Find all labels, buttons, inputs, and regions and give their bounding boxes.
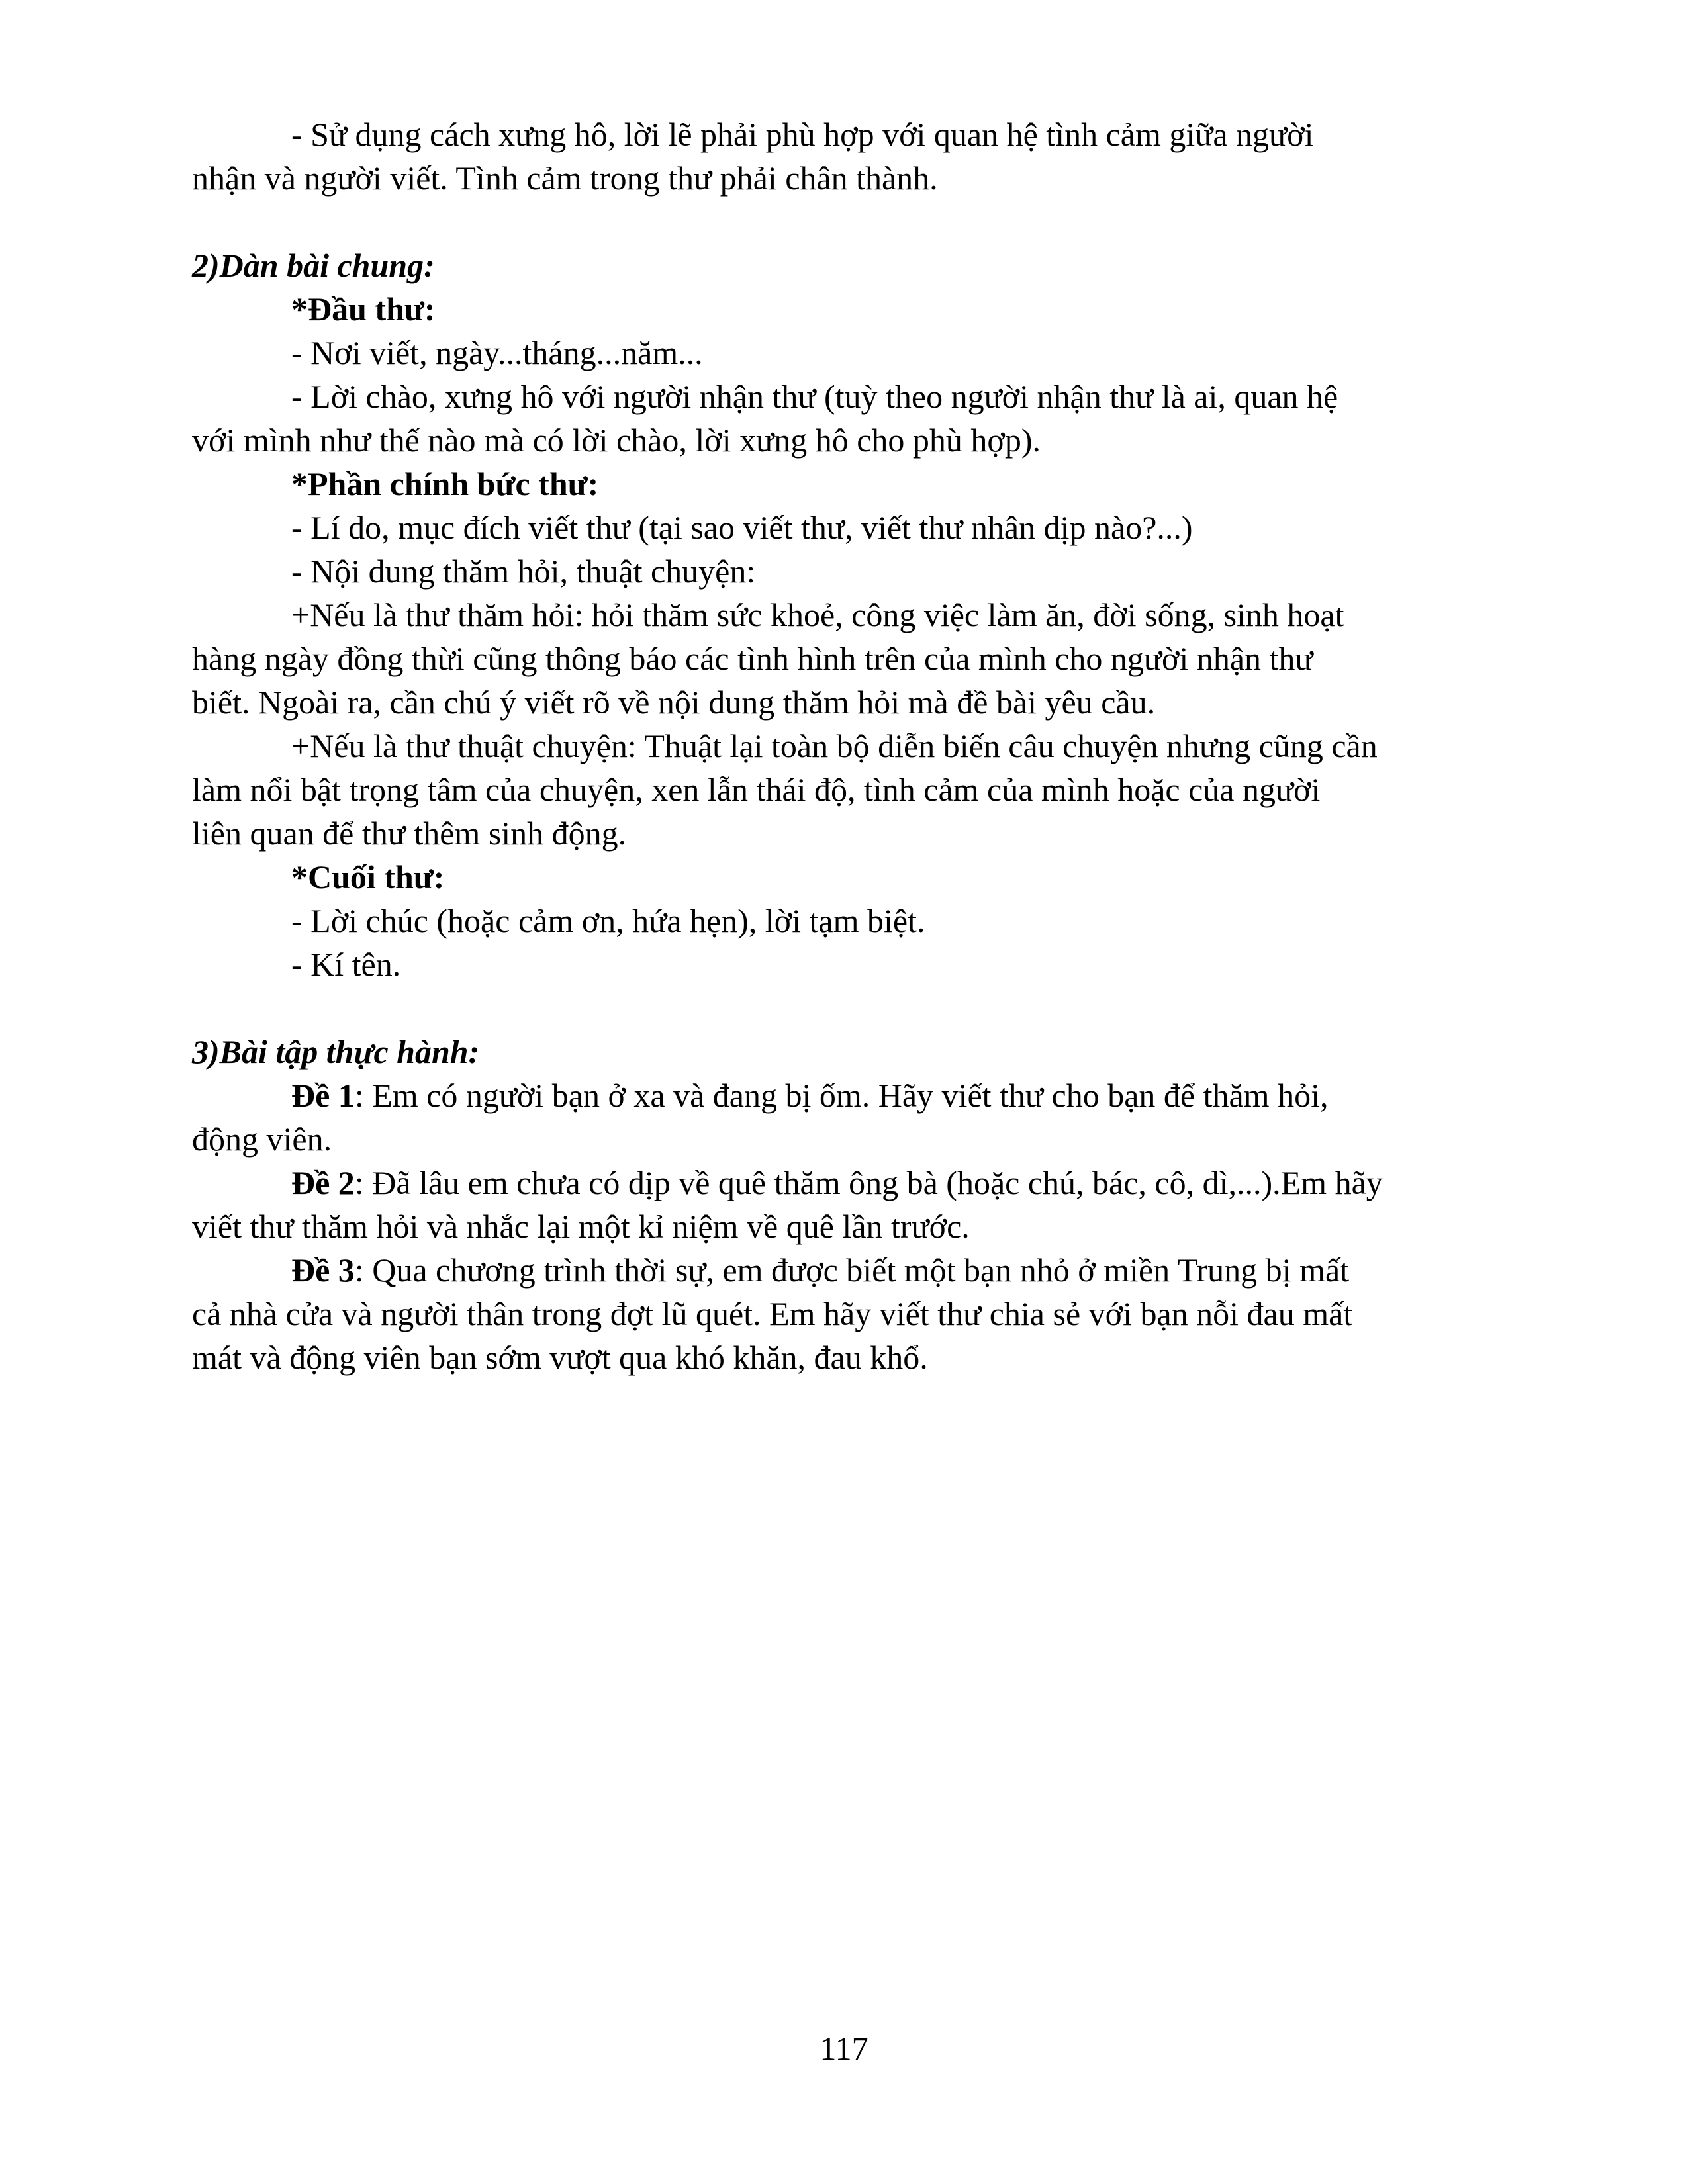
dau-thu-heading: *Đầu thư: (291, 291, 436, 328)
de-2-label: Đề 2 (291, 1164, 355, 1201)
de-3-label: Đề 3 (291, 1251, 355, 1289)
de-1-line-2: động viên. (192, 1120, 332, 1158)
phan-chinh-item-2: - Nội dung thăm hỏi, thuật chuyện: (291, 553, 756, 590)
spacer (192, 200, 1582, 244)
de-2-line-2: viết thư thăm hỏi và nhắc lại một kỉ niệm về quê lần trước. (192, 1208, 970, 1245)
de-2-text: : Đã lâu em chưa có dịp về quê thăm ông bà (hoặc chú, bác, cô, dì,...).Em hãy (354, 1164, 1383, 1201)
tham-hoi-line-2: hàng ngày đồng thừi cũng thông báo các tình hình trên của mình cho người nhận thư (192, 640, 1313, 677)
page-number: 117 (820, 2030, 868, 2067)
de-2-line-1 (192, 1161, 1582, 1205)
dau-thu-item-2-line-2: với mình như thế nào mà có lời chào, lời xưng hô cho phù hợp). (192, 422, 1041, 459)
de-3-text: : Qua chương trình thời sự, em được biết một bạn nhỏ ở miền Trung bị mất (354, 1251, 1350, 1289)
de-1-text: : Em có người bạn ở xa và đang bị ốm. Hãy viết thư cho bạn để thăm hỏi, (354, 1077, 1329, 1114)
thuat-chuyen-line-1: +Nếu là thư thuật chuyện: Thuật lại toàn bộ diễn biến câu chuyện nhưng cũng cần (291, 727, 1378, 764)
spacer (192, 986, 1582, 1030)
intro-line-2: nhận và người viết. Tình cảm trong thư phải chân thành. (192, 159, 938, 197)
document-body (192, 113, 1582, 1379)
de-3-line-1 (192, 1248, 1582, 1292)
dau-thu-item-1: - Nơi viết, ngày...tháng...năm... (291, 334, 703, 371)
de-1-line-1 (192, 1073, 1582, 1117)
section-3-heading: 3)Bài tập thực hành: (192, 1033, 480, 1070)
tham-hoi-line-1: +Nếu là thư thăm hỏi: hỏi thăm sức khoẻ, công việc làm ăn, đời sống, sinh hoạt (291, 596, 1344, 633)
de-3-line-2: cả nhà cửa và người thân trong đợt lũ quét. Em hãy viết thư chia sẻ với bạn nỗi đau mất (192, 1295, 1353, 1332)
dau-thu-item-2-line-1: - Lời chào, xưng hô với người nhận thư (tuỳ theo người nhận thư là ai, quan hệ (291, 378, 1338, 415)
cuoi-thu-heading: *Cuối thư: (291, 858, 445, 895)
cuoi-thu-item-2: - Kí tên. (291, 946, 401, 983)
section-2-heading: 2)Dàn bài chung: (192, 247, 435, 284)
de-1-label: Đề 1 (291, 1077, 355, 1114)
de-3-line-3: mát và động viên bạn sớm vượt qua khó khăn, đau khổ. (192, 1339, 928, 1376)
phan-chinh-heading: *Phần chính bức thư: (291, 465, 599, 502)
phan-chinh-item-1: - Lí do, mục đích viết thư (tại sao viết thư, viết thư nhân dịp nào?...) (291, 509, 1193, 546)
intro-line-1: - Sử dụng cách xưng hô, lời lẽ phải phù hợp với quan hệ tình cảm giữa người (291, 116, 1314, 153)
thuat-chuyen-line-2: làm nổi bật trọng tâm của chuyện, xen lẫn thái độ, tình cảm của mình hoặc của người (192, 771, 1321, 808)
tham-hoi-line-3: biết. Ngoài ra, cần chú ý viết rõ về nội dung thăm hỏi mà đề bài yêu cầu. (192, 684, 1156, 721)
cuoi-thu-item-1: - Lời chúc (hoặc cảm ơn, hứa hẹn), lời tạm biệt. (291, 902, 925, 939)
thuat-chuyen-line-3: liên quan để thư thêm sinh động. (192, 815, 627, 852)
